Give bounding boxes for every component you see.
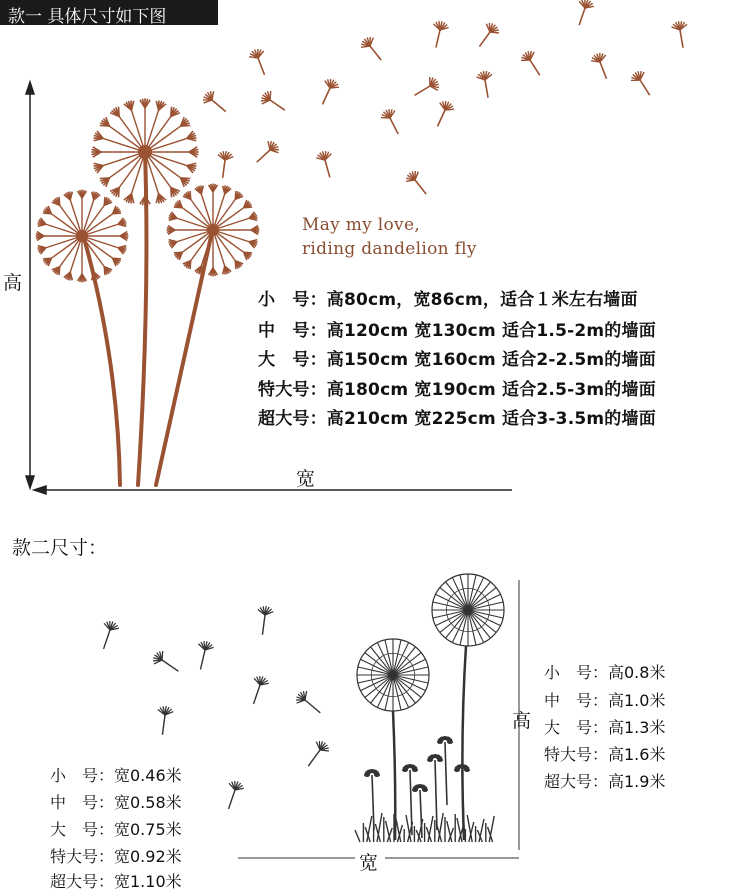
height-row-xxlarge: 超大号：高1.9米: [544, 772, 666, 791]
height-row-medium: 中 号：高1.0米: [544, 691, 666, 710]
height-arrow: [26, 82, 34, 488]
quote-line-1: May my love,: [302, 215, 421, 235]
size-row-large: 大 号：高150cm 宽160cm 适合2-2.5m的墙面: [258, 350, 656, 370]
height-label: 高: [3, 272, 23, 294]
height-row-xlarge: 特大号：高1.6米: [544, 745, 666, 764]
size-row-xlarge: 特大号：高180cm 宽190cm 适合2.5-3m的墙面: [258, 380, 656, 400]
width-label: 宽: [296, 468, 316, 490]
header-title: 款一 具体尺寸如下图: [8, 7, 167, 27]
width-row-small: 小 号：宽0.46米: [50, 766, 182, 785]
width-row-medium: 中 号：宽0.58米: [50, 793, 182, 812]
style2-height-label: 高: [512, 710, 532, 732]
style2-title: 款二尺寸：: [12, 537, 108, 559]
width-row-xxlarge: 超大号：宽1.10米: [50, 872, 182, 891]
quote-line-2: riding dandelion fly: [302, 239, 477, 259]
flying-seeds: [203, 0, 687, 194]
size-row-small: 小 号：高80cm，宽86cm，适合１米左右墙面: [258, 290, 638, 310]
size-row-xxlarge: 超大号：高210cm 宽225cm 适合3-3.5m的墙面: [258, 409, 656, 429]
size-row-medium: 中 号：高120cm 宽130cm 适合1.5-2m的墙面: [258, 321, 656, 341]
width-arrow: [34, 486, 512, 494]
width-row-large: 大 号：宽0.75米: [50, 820, 182, 839]
height-row-small: 小 号：高0.8米: [544, 663, 666, 682]
width-row-xlarge: 特大号：宽0.92米: [50, 847, 182, 866]
height-row-large: 大 号：高1.3米: [544, 718, 666, 737]
style2-width-label: 宽: [359, 852, 379, 874]
style2-dandelions: [355, 574, 504, 842]
